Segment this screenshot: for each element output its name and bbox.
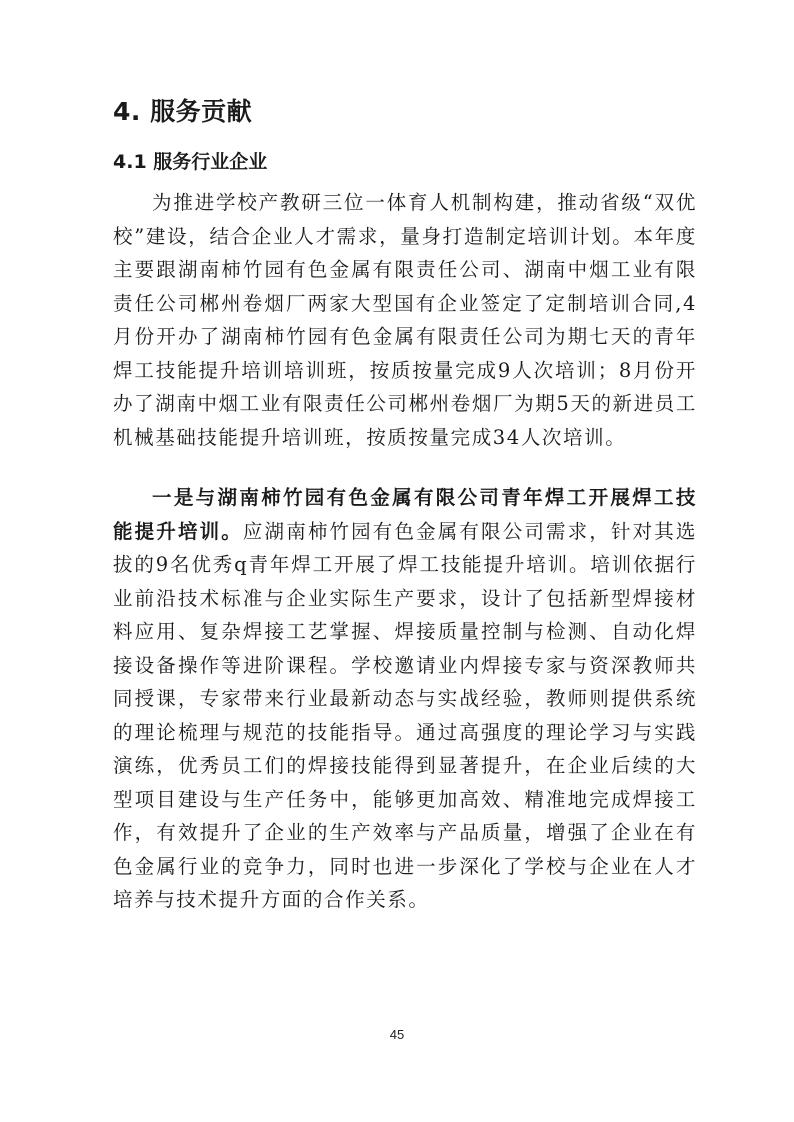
body-paragraph-1: 为推进学校产教研三位一体育人机制构建，推动省级“双优校”建设，结合企业人才需求，量身打造制定培训计划。本年度主要跟湖南柿竹园有色金属有限责任公司、湖南中烟工业有限责任公司郴州卷烟厂两家大型国有企业签定了定制培训合同,4月份开办了湖南柿竹园有色金属有限责任公司为期七天的青年焊工技能提升培训培训班，按质按量完成9人次培训；8月份开办了湖南中烟工业有限责任公司郴州卷烟厂为期5天的新进员工机械基础技能提升培训班，按质按量完成34人次培训。 bbox=[113, 191, 697, 449]
subsection-heading: 4.1 服务行业企业 bbox=[113, 151, 268, 173]
paragraph-body-text: 应湖南柿竹园有色金属有限公司需求，针对其选拔的9名优秀q青年焊工开展了焊工技能提升培训。培训依据行业前沿技术标准与企业实际生产要求，设计了包括新型焊接材料应用、复杂焊接工艺掌握、焊接质量控制与检测、自动化焊接设备操作等进阶课程。学校邀请业内焊接专家与资深教师共同授课，专家带来行业最新动态与实战经验，教师则提供系统的理论梳理与规范的技能指导。通过高强度的理论学习与实践演练，优秀员工们的焊接技能得到显著提升，在企业后续的大型项目建设与生产任务中，能够更加高效、精准地完成焊接工作，有效提升了企业的生产效率与产品质量，增强了企业在有色金属行业的竞争力，同时也进一步深化了学校与企业在人才培养与技术提升方面的合作关系。 bbox=[113, 519, 697, 911]
body-paragraph-2 bbox=[113, 481, 697, 917]
section-heading: 4. 服务贡献 bbox=[113, 97, 253, 126]
page-number: 45 bbox=[389, 1027, 405, 1042]
paragraph-lead-bold: 一是与湖南柿竹园有色金属有限公司青年焊工开展焊工技能提升培训。 bbox=[113, 486, 697, 543]
